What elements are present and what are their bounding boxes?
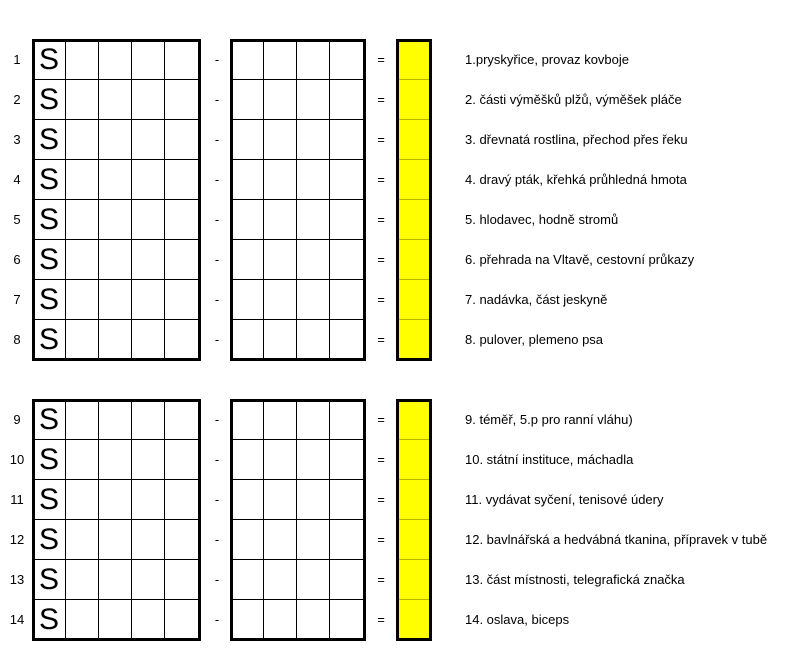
answer-grid-first: [33, 40, 200, 80]
answer-grid-second: [231, 400, 365, 440]
equals-sign: =: [377, 412, 385, 427]
row-number: 5: [13, 212, 21, 227]
answer-grid-first: [33, 480, 200, 520]
letter-cell[interactable]: [231, 40, 264, 80]
answer-grid-second: [231, 40, 365, 80]
equals-sign: =: [377, 492, 385, 507]
prefilled-letter-cell: S: [33, 560, 66, 600]
solution-cell[interactable]: [398, 80, 430, 120]
clue-text: 12. bavlnářská a hedvábná tkanina, přípravek v tubě: [465, 532, 768, 547]
letter-cell[interactable]: [99, 80, 132, 120]
letter-cell[interactable]: [165, 480, 198, 520]
letter-cell[interactable]: [165, 600, 198, 640]
letter-cell[interactable]: [132, 200, 165, 240]
letter-cell[interactable]: [264, 240, 297, 280]
letter-cell[interactable]: [330, 400, 363, 440]
row-number: 6: [13, 252, 21, 267]
prefilled-letter-cell: S: [33, 320, 66, 360]
puzzle-row: [0, 120, 800, 160]
minus-sign: -: [214, 212, 220, 227]
letter-cell[interactable]: [132, 480, 165, 520]
letter-cell[interactable]: [231, 400, 264, 440]
solution-cell[interactable]: [398, 280, 430, 320]
puzzle-row: [0, 400, 800, 440]
row-number: 3: [13, 132, 21, 147]
letter-cell[interactable]: [330, 160, 363, 200]
letter-cell[interactable]: [330, 200, 363, 240]
prefilled-letter-cell: S: [33, 520, 66, 560]
solution-cell[interactable]: [398, 400, 430, 440]
letter-cell[interactable]: [297, 280, 330, 320]
clue-text: 14. oslava, biceps: [465, 612, 570, 627]
letter-cell[interactable]: [165, 40, 198, 80]
letter-cell[interactable]: [132, 440, 165, 480]
letter-cell[interactable]: [264, 120, 297, 160]
letter-cell[interactable]: [297, 240, 330, 280]
puzzle-row: [0, 280, 800, 320]
row-number: 14: [9, 612, 25, 627]
letter-cell[interactable]: [99, 280, 132, 320]
letter-cell[interactable]: [132, 600, 165, 640]
puzzle-row: [0, 520, 800, 560]
row-number: 12: [9, 532, 25, 547]
solution-cell[interactable]: [398, 40, 430, 80]
minus-sign: -: [214, 452, 220, 467]
letter-cell[interactable]: [264, 520, 297, 560]
row-number: 2: [13, 92, 21, 107]
letter-cell[interactable]: [297, 120, 330, 160]
letter-cell[interactable]: [132, 240, 165, 280]
solution-cell[interactable]: [398, 320, 430, 360]
minus-sign: -: [214, 412, 220, 427]
prefilled-letter-cell: S: [33, 40, 66, 80]
minus-sign: -: [214, 52, 220, 67]
puzzle-row: [0, 40, 800, 80]
solution-cell[interactable]: [398, 120, 430, 160]
answer-grid-second: [231, 120, 365, 160]
answer-grid-second: [231, 240, 365, 280]
letter-cell[interactable]: [330, 80, 363, 120]
minus-sign: -: [214, 332, 220, 347]
equals-sign: =: [377, 292, 385, 307]
minus-sign: -: [214, 292, 220, 307]
equals-sign: =: [377, 92, 385, 107]
prefilled-letter-cell: S: [33, 240, 66, 280]
letter-cell[interactable]: [99, 160, 132, 200]
letter-cell[interactable]: [99, 40, 132, 80]
letter-cell[interactable]: [264, 320, 297, 360]
puzzle-row: [0, 440, 800, 480]
equals-sign: =: [377, 452, 385, 467]
puzzle-row: [0, 600, 800, 640]
puzzle-row: [0, 160, 800, 200]
letter-cell[interactable]: [264, 440, 297, 480]
letter-cell[interactable]: [66, 400, 99, 440]
letter-cell[interactable]: [66, 560, 99, 600]
letter-cell[interactable]: [231, 520, 264, 560]
letter-cell[interactable]: [132, 120, 165, 160]
equals-sign: =: [377, 212, 385, 227]
prefilled-letter-cell: S: [33, 480, 66, 520]
letter-cell[interactable]: [297, 480, 330, 520]
letter-cell[interactable]: [165, 160, 198, 200]
letter-cell[interactable]: [231, 160, 264, 200]
clue-text: 3. dřevnatá rostlina, přechod přes řeku: [465, 132, 688, 147]
letter-cell[interactable]: [165, 80, 198, 120]
answer-grid-first: [33, 520, 200, 560]
puzzle-row: [0, 560, 800, 600]
letter-cell[interactable]: [165, 280, 198, 320]
answer-grid-second: [231, 160, 365, 200]
prefilled-letter-cell: S: [33, 400, 66, 440]
letter-cell[interactable]: [231, 560, 264, 600]
letter-cell[interactable]: [99, 600, 132, 640]
clue-text: 13. část místnosti, telegrafická značka: [465, 572, 685, 587]
letter-cell[interactable]: [330, 600, 363, 640]
prefilled-letter-cell: S: [33, 200, 66, 240]
answer-grid-second: [231, 440, 365, 480]
solution-cell[interactable]: [398, 240, 430, 280]
letter-cell[interactable]: [264, 480, 297, 520]
letter-cell[interactable]: [99, 320, 132, 360]
letter-cell[interactable]: [66, 440, 99, 480]
minus-sign: -: [214, 132, 220, 147]
clue-text: 11. vydávat syčení, tenisové údery: [465, 492, 664, 507]
letter-cell[interactable]: [297, 40, 330, 80]
minus-sign: -: [214, 572, 220, 587]
minus-sign: -: [214, 92, 220, 107]
letter-cell[interactable]: [99, 120, 132, 160]
letter-cell[interactable]: [132, 160, 165, 200]
answer-grid-first: [33, 240, 200, 280]
letter-cell[interactable]: [66, 160, 99, 200]
letter-cell[interactable]: [264, 600, 297, 640]
letter-cell[interactable]: [165, 400, 198, 440]
letter-cell[interactable]: [132, 560, 165, 600]
letter-cell[interactable]: [66, 200, 99, 240]
letter-cell[interactable]: [264, 160, 297, 200]
letter-cell[interactable]: [297, 200, 330, 240]
letter-cell[interactable]: [231, 240, 264, 280]
puzzle-row: [0, 320, 800, 360]
letter-cell[interactable]: [231, 200, 264, 240]
answer-grid-first: [33, 320, 200, 360]
letter-cell[interactable]: [330, 280, 363, 320]
letter-cell[interactable]: [99, 480, 132, 520]
letter-cell[interactable]: [231, 320, 264, 360]
clue-text: 2. části výměšků plžů, výměšek pláče: [465, 92, 682, 107]
equals-sign: =: [377, 252, 385, 267]
equals-sign: =: [377, 52, 385, 67]
puzzle-row: [0, 480, 800, 520]
prefilled-letter-cell: S: [33, 440, 66, 480]
letter-cell[interactable]: [297, 80, 330, 120]
answer-grid-second: [231, 520, 365, 560]
puzzle-row: [0, 200, 800, 240]
prefilled-letter-cell: S: [33, 600, 66, 640]
prefilled-letter-cell: S: [33, 80, 66, 120]
solution-cell[interactable]: [398, 600, 430, 640]
solution-cell[interactable]: [398, 480, 430, 520]
letter-cell[interactable]: [165, 520, 198, 560]
letter-cell[interactable]: [165, 200, 198, 240]
letter-cell[interactable]: [165, 440, 198, 480]
answer-grid-first: [33, 400, 200, 440]
prefilled-letter-cell: S: [33, 160, 66, 200]
equals-sign: =: [377, 612, 385, 627]
equals-sign: =: [377, 532, 385, 547]
letter-cell[interactable]: [165, 120, 198, 160]
letter-cell[interactable]: [297, 440, 330, 480]
letter-cell[interactable]: [132, 80, 165, 120]
clue-text: 7. nadávka, část jeskyně: [465, 292, 608, 307]
row-number: 4: [13, 172, 21, 187]
answer-grid-second: [231, 560, 365, 600]
answer-grid-second: [231, 200, 365, 240]
letter-cell[interactable]: [66, 280, 99, 320]
answer-grid-second: [231, 280, 365, 320]
row-number: 9: [13, 412, 21, 427]
puzzle-row: [0, 80, 800, 120]
row-number: 7: [13, 292, 21, 307]
prefilled-letter-cell: S: [33, 120, 66, 160]
letter-cell[interactable]: [330, 520, 363, 560]
answer-grid-first: [33, 120, 200, 160]
letter-cell[interactable]: [66, 80, 99, 120]
minus-sign: -: [214, 172, 220, 187]
letter-cell[interactable]: [66, 40, 99, 80]
clue-text: 8. pulover, plemeno psa: [465, 332, 604, 347]
letter-cell[interactable]: [330, 240, 363, 280]
answer-grid-first: [33, 80, 200, 120]
letter-cell[interactable]: [66, 320, 99, 360]
prefilled-letter-cell: S: [33, 280, 66, 320]
letter-cell[interactable]: [330, 120, 363, 160]
row-number: 10: [9, 452, 25, 467]
letter-cell[interactable]: [99, 520, 132, 560]
answer-grid-second: [231, 600, 365, 640]
letter-cell[interactable]: [330, 480, 363, 520]
answer-grid-first: [33, 200, 200, 240]
letter-cell[interactable]: [264, 40, 297, 80]
letter-cell[interactable]: [165, 560, 198, 600]
clue-text: 1.pryskyřice, provaz kovboje: [465, 52, 630, 67]
letter-cell[interactable]: [297, 600, 330, 640]
letter-cell[interactable]: [165, 320, 198, 360]
letter-cell[interactable]: [264, 80, 297, 120]
solution-cell[interactable]: [398, 560, 430, 600]
answer-grid-first: [33, 160, 200, 200]
letter-cell[interactable]: [165, 240, 198, 280]
minus-sign: -: [214, 612, 220, 627]
row-number: 1: [13, 52, 21, 67]
letter-cell[interactable]: [99, 240, 132, 280]
row-number: 11: [10, 492, 24, 507]
letter-cell[interactable]: [231, 480, 264, 520]
answer-grid-second: [231, 320, 365, 360]
letter-cell[interactable]: [264, 400, 297, 440]
answer-grid-first: [33, 560, 200, 600]
answer-grid-first: [33, 280, 200, 320]
row-number: 13: [9, 572, 25, 587]
letter-cell[interactable]: [66, 520, 99, 560]
letter-cell[interactable]: [264, 280, 297, 320]
clue-text: 6. přehrada na Vltavě, cestovní průkazy: [465, 252, 695, 267]
letter-cell[interactable]: [297, 160, 330, 200]
letter-cell[interactable]: [231, 440, 264, 480]
letter-cell[interactable]: [231, 120, 264, 160]
solution-cell[interactable]: [398, 440, 430, 480]
minus-sign: -: [214, 252, 220, 267]
clue-text: 5. hlodavec, hodně stromů: [465, 212, 619, 227]
letter-cell[interactable]: [66, 600, 99, 640]
clue-text: 9. téměř, 5.p pro ranní vláhu): [465, 412, 633, 427]
answer-grid-first: [33, 600, 200, 640]
equals-sign: =: [377, 332, 385, 347]
letter-cell[interactable]: [99, 200, 132, 240]
equals-sign: =: [377, 172, 385, 187]
letter-cell[interactable]: [264, 200, 297, 240]
minus-sign: -: [214, 532, 220, 547]
letter-cell[interactable]: [297, 560, 330, 600]
letter-cell[interactable]: [231, 280, 264, 320]
letter-cell[interactable]: [99, 440, 132, 480]
letter-cell[interactable]: [264, 560, 297, 600]
letter-cell[interactable]: [132, 320, 165, 360]
answer-grid-second: [231, 480, 365, 520]
equals-sign: =: [377, 132, 385, 147]
letter-cell[interactable]: [297, 400, 330, 440]
letter-cell[interactable]: [132, 400, 165, 440]
letter-cell[interactable]: [297, 320, 330, 360]
equals-sign: =: [377, 572, 385, 587]
minus-sign: -: [214, 492, 220, 507]
answer-grid-first: [33, 440, 200, 480]
letter-cell[interactable]: [132, 40, 165, 80]
letter-cell[interactable]: [330, 320, 363, 360]
letter-cell[interactable]: [330, 560, 363, 600]
clue-text: 10. státní instituce, máchadla: [465, 452, 634, 467]
letter-cell[interactable]: [297, 520, 330, 560]
letter-cell[interactable]: [231, 600, 264, 640]
row-number: 8: [13, 332, 21, 347]
clue-text: 4. dravý pták, křehká průhledná hmota: [465, 172, 687, 187]
solution-cell[interactable]: [398, 520, 430, 560]
puzzle-row: [0, 240, 800, 280]
letter-cell[interactable]: [99, 400, 132, 440]
letter-cell[interactable]: [99, 560, 132, 600]
letter-cell[interactable]: [132, 520, 165, 560]
letter-cell[interactable]: [66, 240, 99, 280]
letter-cell[interactable]: [330, 440, 363, 480]
letter-cell[interactable]: [231, 80, 264, 120]
letter-cell[interactable]: [132, 280, 165, 320]
solution-cell[interactable]: [398, 160, 430, 200]
answer-grid-second: [231, 80, 365, 120]
letter-cell[interactable]: [330, 40, 363, 80]
letter-cell[interactable]: [66, 480, 99, 520]
solution-cell[interactable]: [398, 200, 430, 240]
letter-cell[interactable]: [66, 120, 99, 160]
